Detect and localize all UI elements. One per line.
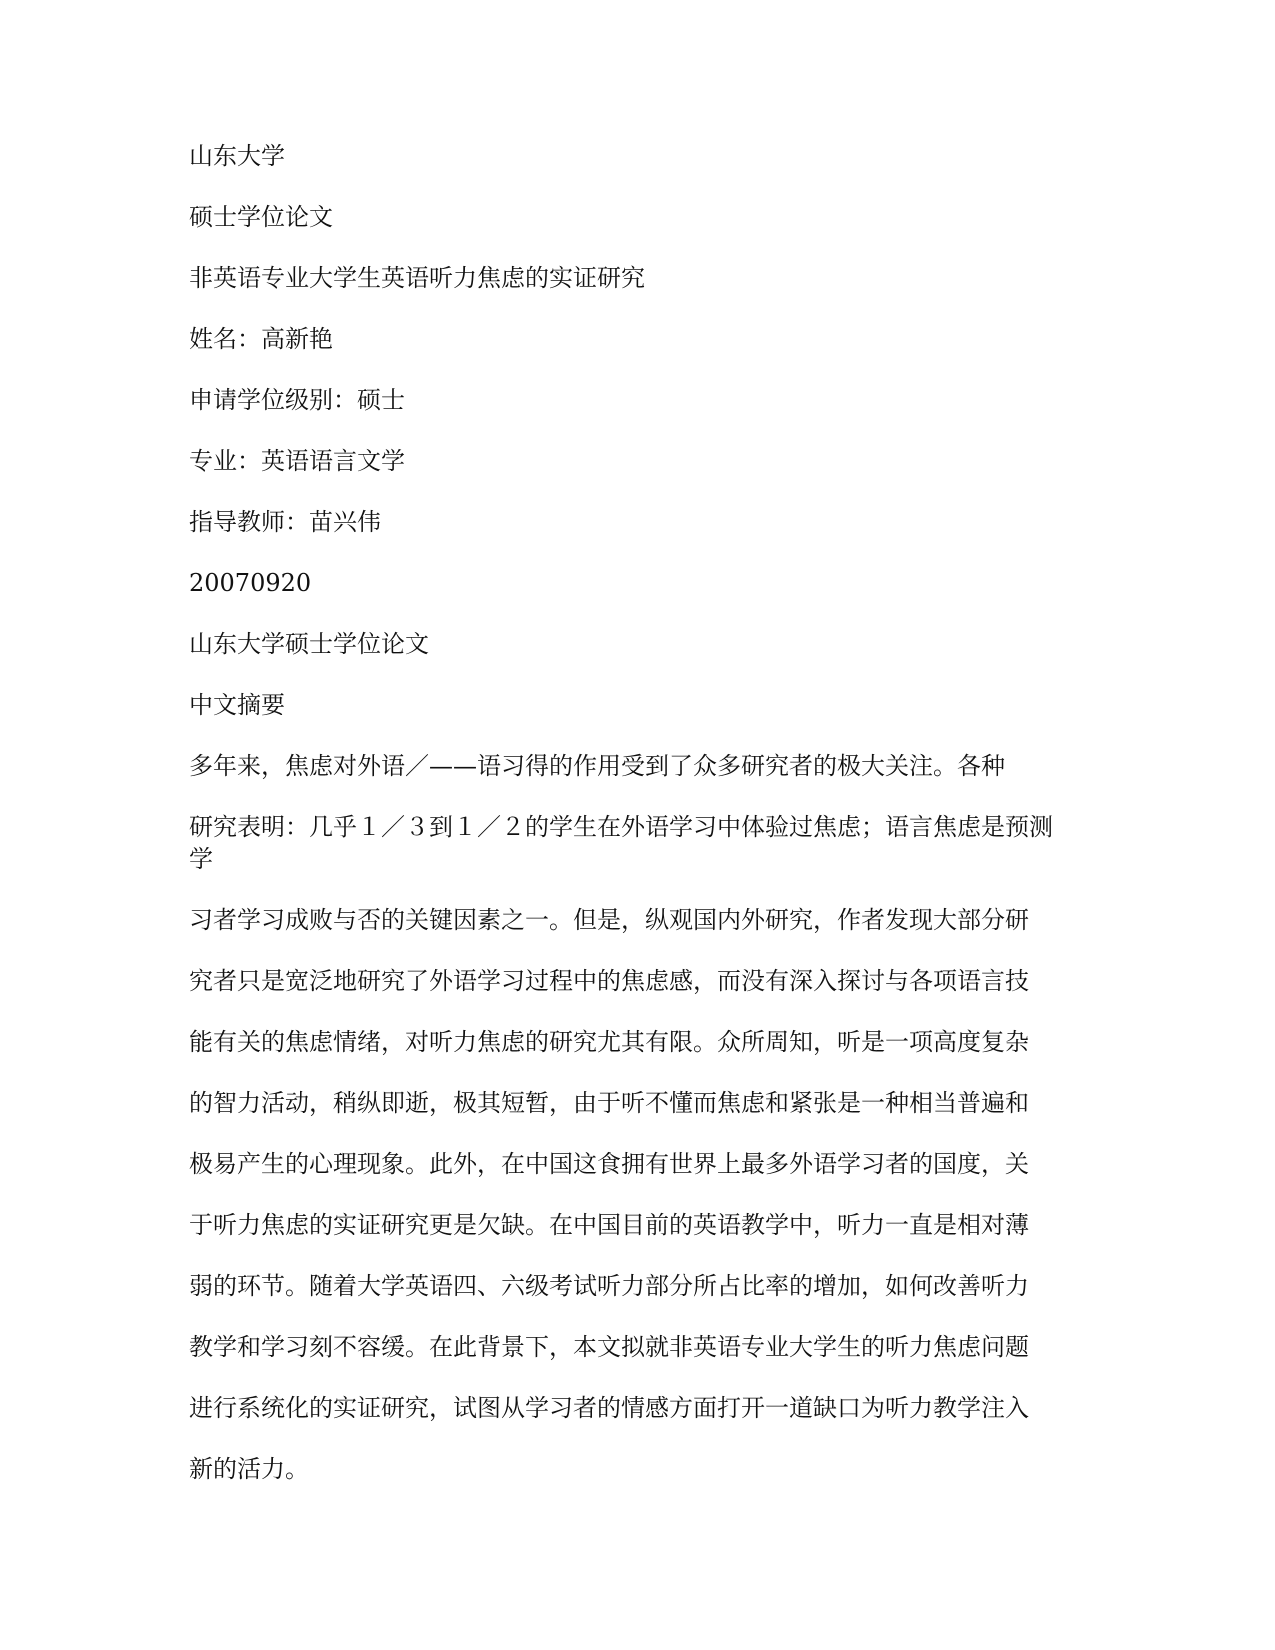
abstract-line: 学 (189, 845, 213, 873)
abstract-line: 习者学习成败与否的关键因素之一。但是，纵观国内外研究，作者发现大部分研 (189, 906, 1029, 934)
major: 专业：英语语言文学 (189, 447, 405, 475)
running-header: 山东大学硕士学位论文 (189, 630, 429, 658)
abstract-line: 能有关的焦虑情绪，对听力焦虑的研究尤其有限。众所周知，听是一项高度复杂 (189, 1028, 1029, 1056)
abstract-line: 于听力焦虑的实证研究更是欠缺。在中国目前的英语教学中，听力一直是相对薄 (189, 1211, 1029, 1239)
abstract-line: 研究表明：几乎１／３到１／２的学生在外语学习中体验过焦虑；语言焦虑是预测 (189, 813, 1053, 841)
page-content (189, 140, 1089, 1514)
author-name: 姓名：高新艳 (189, 325, 333, 353)
advisor: 指导教师：苗兴伟 (189, 508, 381, 536)
abstract-line: 极易产生的心理现象。此外，在中国这食拥有世界上最多外语学习者的国度，关 (189, 1150, 1029, 1178)
abstract-line: 新的活力。 (189, 1455, 309, 1483)
abstract-line: 进行系统化的实证研究，试图从学习者的情感方面打开一道缺口为听力教学注入 (189, 1394, 1029, 1422)
abstract-line: 教学和学习刻不容缓。在此背景下，本文拟就非英语专业大学生的听力焦虑问题 (189, 1333, 1029, 1361)
degree-type: 硕士学位论文 (189, 203, 333, 231)
abstract-line: 的智力活动，稍纵即逝，极其短暂，由于听不懂而焦虑和紧张是一种相当普遍和 (189, 1089, 1029, 1117)
abstract-line: 究者只是宽泛地研究了外语学习过程中的焦虑感，而没有深入探讨与各项语言技 (189, 967, 1029, 995)
degree-level: 申请学位级别：硕士 (189, 386, 405, 414)
thesis-title: 非英语专业大学生英语听力焦虑的实证研究 (189, 264, 645, 292)
abstract-line-wrapped (189, 811, 1089, 875)
university-name: 山东大学 (189, 142, 285, 170)
abstract-line: 多年来，焦虑对外语／——语习得的作用受到了众多研究者的极大关注。各种 (189, 752, 1005, 780)
abstract-heading: 中文摘要 (189, 691, 285, 719)
abstract-line: 弱的环节。随着大学英语四、六级考试听力部分所占比率的增加，如何改善听力 (189, 1272, 1029, 1300)
date: 20070920 (189, 569, 312, 597)
